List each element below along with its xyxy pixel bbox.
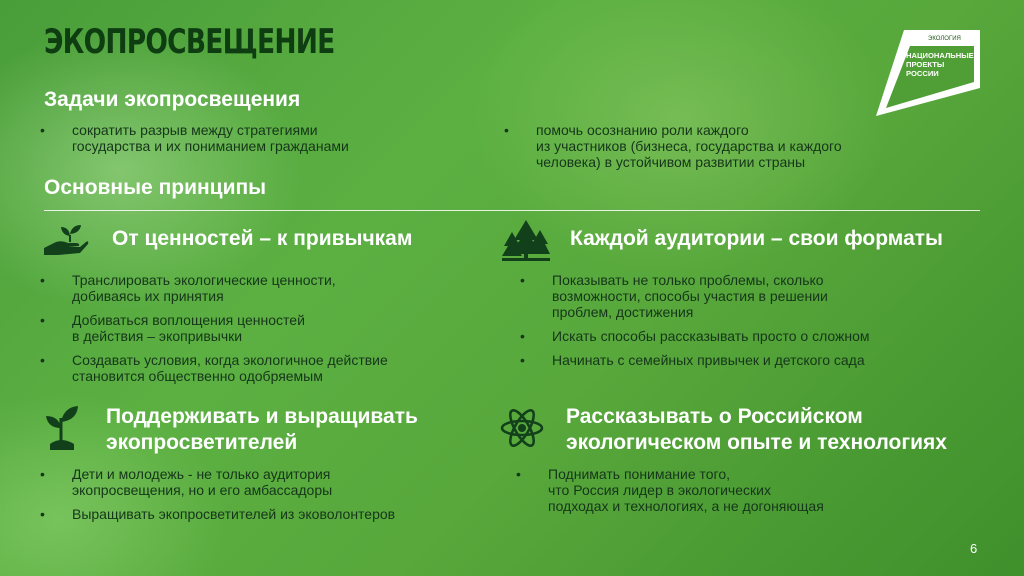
divider bbox=[44, 210, 980, 211]
tasks-left-list bbox=[40, 122, 460, 162]
hand-plant-icon bbox=[42, 222, 90, 258]
list-item: • помочь осознанию роли каждого из участников (бизнеса, государства и каждого человека) в устойчивом развитии страны bbox=[504, 122, 944, 170]
list-item: • Искать способы рассказывать просто о сложном bbox=[520, 328, 960, 344]
logo-line-2: ПРОЕКТЫ bbox=[906, 60, 945, 69]
principle-4-list bbox=[516, 466, 956, 522]
principle-2-list bbox=[520, 272, 960, 376]
list-item: • Добиваться воплощения ценностей в действия – экопривычки bbox=[40, 312, 480, 344]
list-item: • Дети и молодежь - не только аудитория экопросвещения, но и его амбассадоры bbox=[40, 466, 480, 498]
national-projects-logo bbox=[876, 30, 980, 116]
principle-1-title: От ценностей – к привычкам bbox=[112, 227, 413, 250]
list-item: • Показывать не только проблемы, сколько возможности, способы участия в решении проблем, достижения bbox=[520, 272, 960, 320]
list-item: • Транслировать экологические ценности, добиваясь их принятия bbox=[40, 272, 480, 304]
atom-icon bbox=[500, 406, 544, 450]
principle-3-list bbox=[40, 466, 480, 530]
list-item: • Выращивать экопросветителей из эковолонтеров bbox=[40, 506, 480, 522]
tasks-right-list bbox=[504, 122, 944, 178]
logo-line-1: НАЦИОНАЛЬНЫЕ bbox=[906, 51, 974, 60]
principle-2-title: Каждой аудитории – свои форматы bbox=[570, 227, 943, 250]
page-number: 6 bbox=[970, 541, 978, 556]
list-item: • Начинать с семейных привычек и детского сада bbox=[520, 352, 960, 368]
logo-line-3: РОССИИ bbox=[906, 69, 939, 78]
slide-title: ЭКОПРОСВЕЩЕНИЕ bbox=[44, 22, 335, 62]
list-item: • Поднимать понимание того, что Россия лидер в экологических подходах и технологиях, а не догоняющая bbox=[516, 466, 956, 514]
list-item: • Создавать условия, когда экологичное действие становится общественно одобряемым bbox=[40, 352, 480, 384]
principles-heading: Основные принципы bbox=[44, 176, 267, 199]
sprout-icon bbox=[44, 404, 80, 452]
principle-4-title: Рассказывать о Российском экологическом опыте и технологиях bbox=[566, 405, 947, 454]
logo-small-text: ЭКОЛОГИЯ bbox=[928, 36, 961, 42]
forest-icon bbox=[502, 218, 550, 262]
principle-3-title: Поддерживать и выращивать экопросветителей bbox=[106, 405, 418, 454]
principle-1-list bbox=[40, 272, 480, 392]
tasks-heading: Задачи экопросвещения bbox=[44, 88, 301, 111]
list-item: • сократить разрыв между стратегиями государства и их пониманием гражданами bbox=[40, 122, 460, 154]
